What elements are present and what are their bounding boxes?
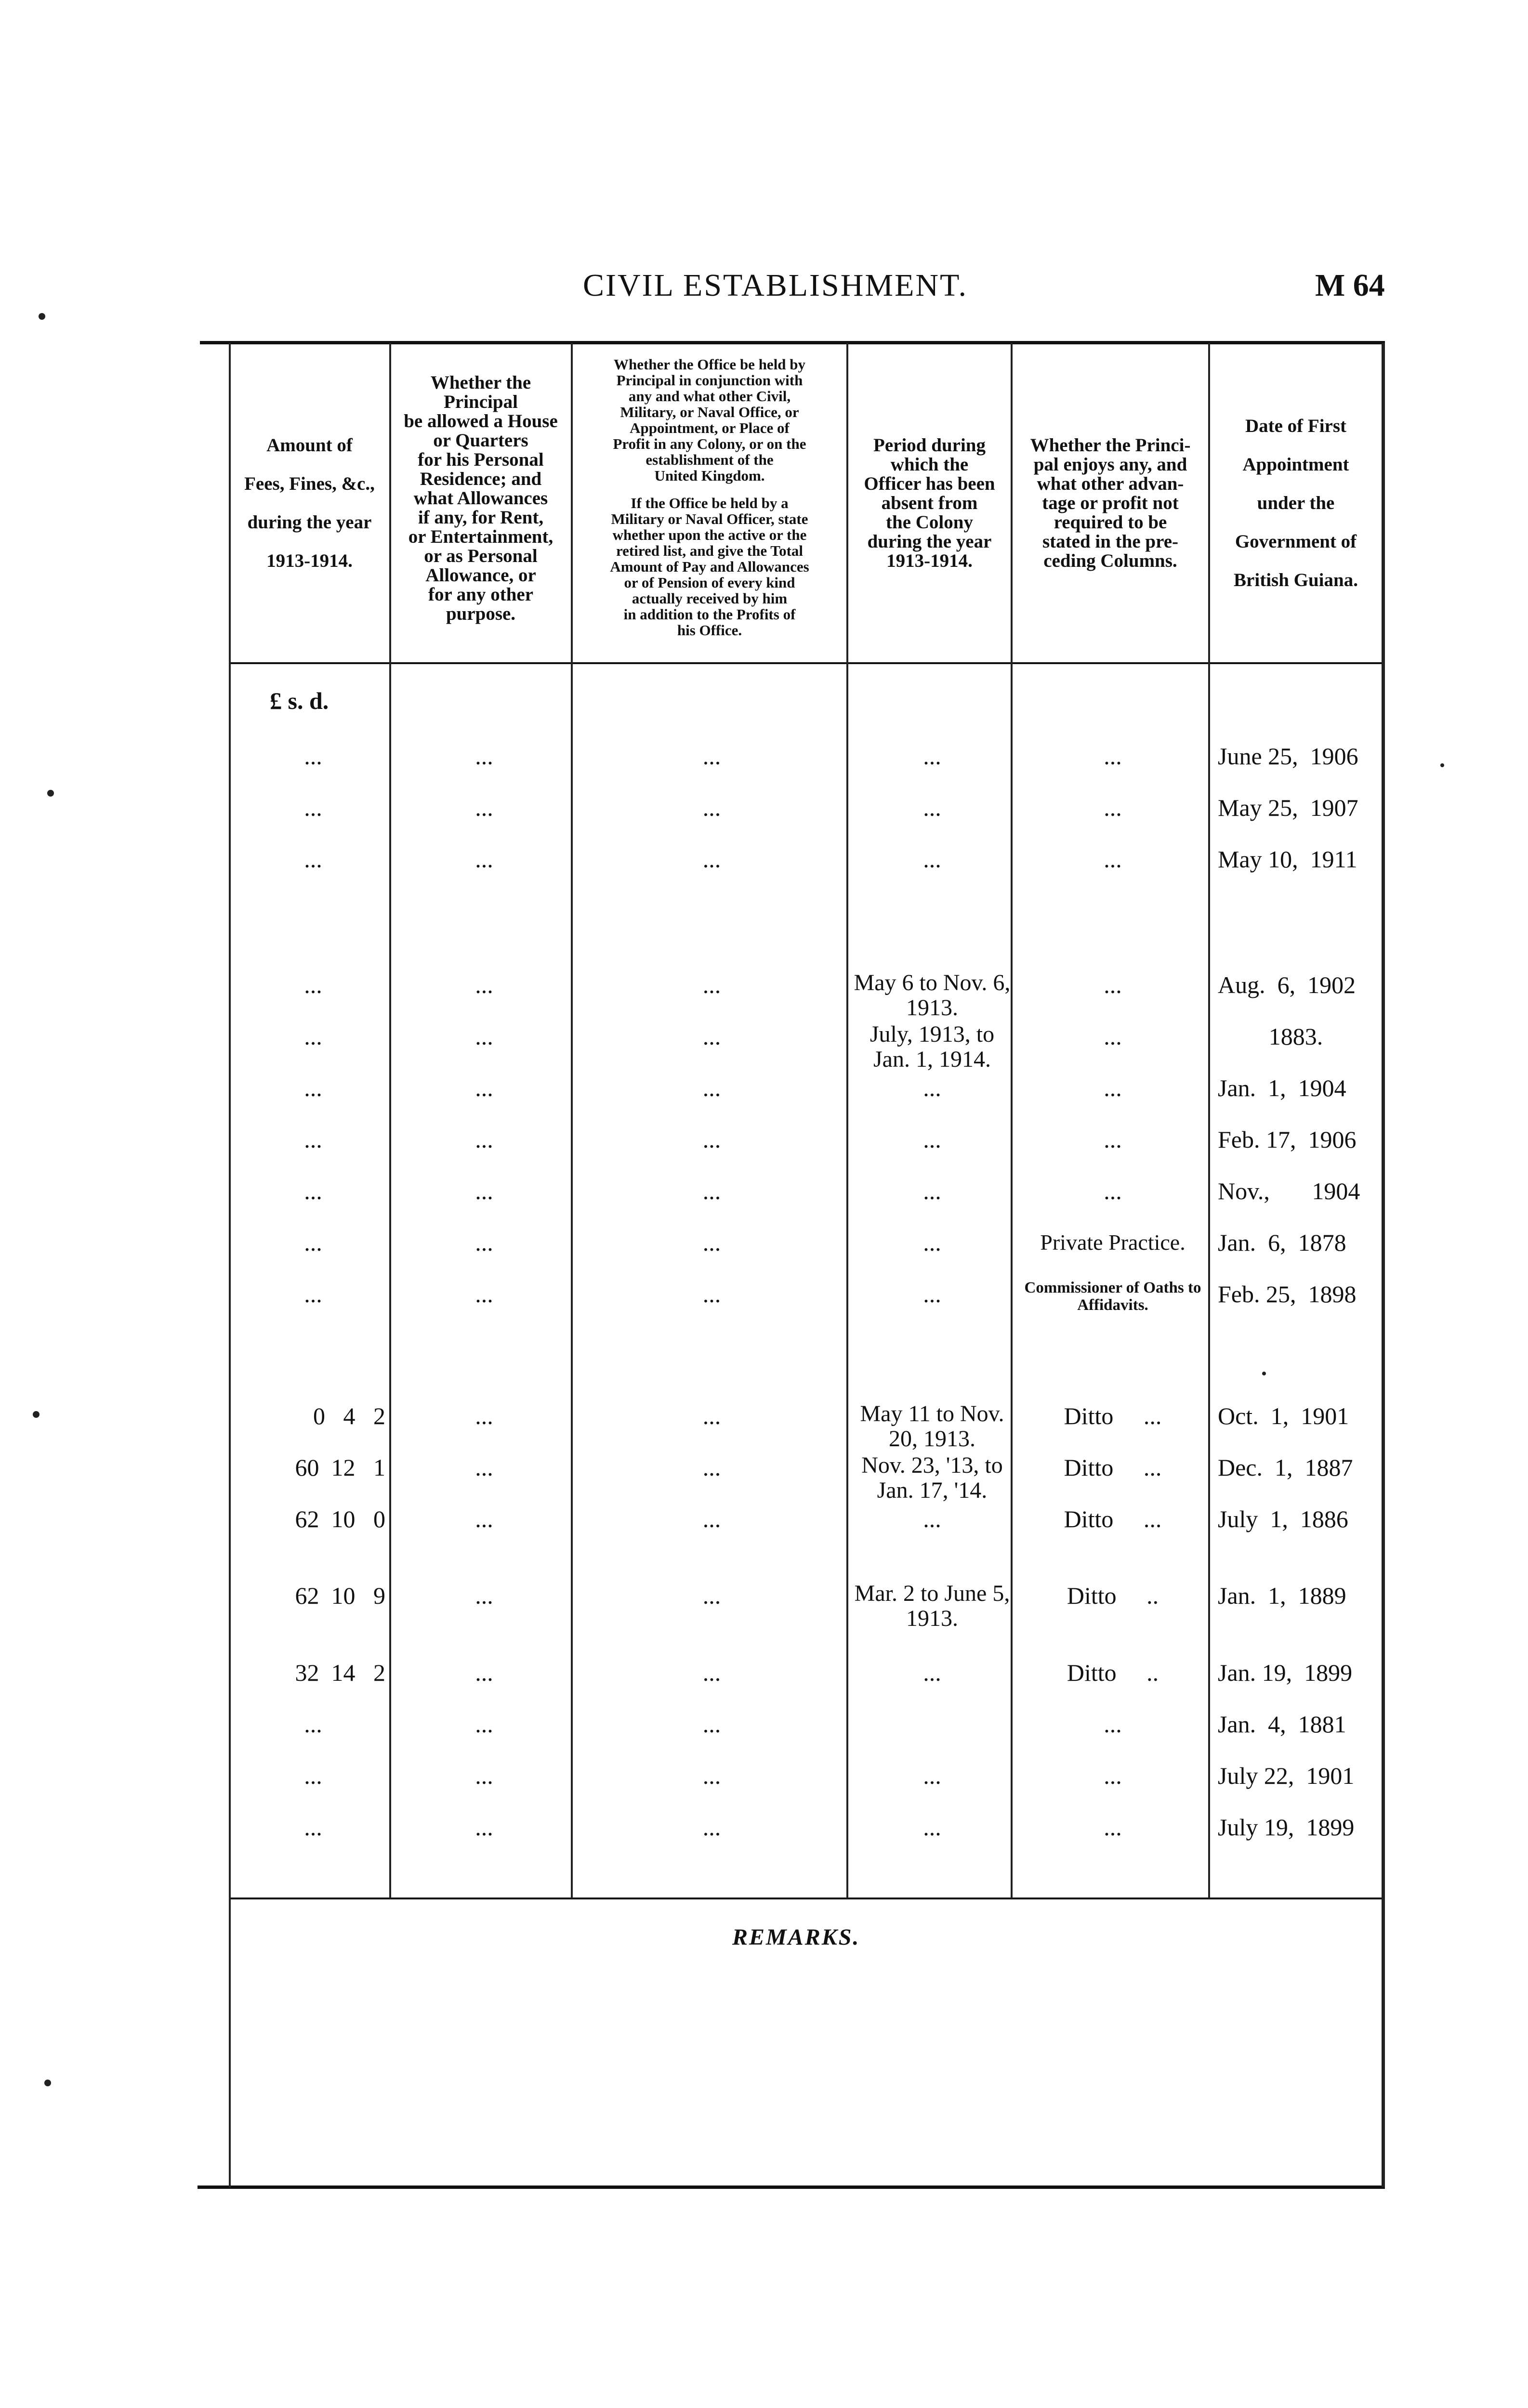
row-advantage: ... bbox=[1104, 1023, 1122, 1050]
row-advantage: ... bbox=[1104, 794, 1122, 821]
row-residence: ... bbox=[475, 1023, 493, 1050]
column-rule-left bbox=[229, 343, 231, 2187]
row-period: ... bbox=[923, 794, 941, 821]
row-office: ... bbox=[702, 1505, 721, 1532]
row-period: July, 1913, to Jan. 1, 1914. bbox=[869, 1021, 995, 1072]
row-period: ... bbox=[923, 1659, 941, 1686]
row-advantage: ... bbox=[1104, 1762, 1122, 1789]
row-date: May 10, 1911 bbox=[1218, 846, 1357, 873]
column-rule-right bbox=[1382, 343, 1385, 2187]
row-residence: ... bbox=[475, 1711, 493, 1738]
row-office: ... bbox=[702, 1402, 721, 1429]
row-period: ... bbox=[923, 1762, 941, 1789]
row-date: Jan. 19, 1899 bbox=[1218, 1659, 1353, 1686]
row-office: ... bbox=[702, 1229, 721, 1256]
row-fees: ... bbox=[304, 846, 322, 873]
row-fees: ... bbox=[304, 971, 322, 998]
row-office: ... bbox=[702, 846, 721, 873]
row-office: ... bbox=[702, 1711, 721, 1738]
row-office: ... bbox=[702, 1762, 721, 1789]
row-residence: ... bbox=[475, 1402, 493, 1429]
row-fees: ... bbox=[304, 1762, 322, 1789]
row-residence: ... bbox=[475, 1454, 493, 1481]
remarks-heading: REMARKS. bbox=[732, 1924, 860, 1950]
header-fees: Amount of Fees, Fines, &c., during the year 1913-1914. bbox=[244, 435, 375, 571]
row-period: May 6 to Nov. 6, 1913. bbox=[854, 970, 1011, 1021]
row-advantage: Ditto .. bbox=[1067, 1659, 1159, 1686]
row-fees: ... bbox=[304, 1023, 322, 1050]
row-office: ... bbox=[702, 1074, 721, 1101]
row-date: June 25, 1906 bbox=[1218, 743, 1358, 770]
row-fees: 32 14 2 bbox=[295, 1659, 385, 1686]
header-residence: Whether the Principal be allowed a House or Quarters for his Personal Residence; and what Allowances if any, for Rent, or Entertainment, or as Personal Allowance, or for any other purpose. bbox=[404, 372, 558, 624]
row-office: ... bbox=[702, 1454, 721, 1481]
row-office: ... bbox=[702, 1023, 721, 1050]
scan-mark bbox=[47, 790, 54, 797]
row-advantage: ... bbox=[1104, 1814, 1122, 1841]
row-office: ... bbox=[702, 1178, 721, 1204]
row-office: ... bbox=[702, 971, 721, 998]
row-residence: ... bbox=[475, 794, 493, 821]
row-office: ... bbox=[702, 1582, 721, 1609]
row-period: May 11 to Nov. 20, 1913. bbox=[860, 1401, 1004, 1452]
row-period: ... bbox=[923, 1281, 941, 1308]
row-residence: ... bbox=[475, 1582, 493, 1609]
row-residence: ... bbox=[475, 1762, 493, 1789]
scan-mark bbox=[39, 313, 45, 320]
table-bottom-rule bbox=[229, 1898, 1385, 1899]
scan-mark bbox=[44, 2080, 51, 2086]
table-top-rule bbox=[200, 341, 1385, 344]
row-advantage: Ditto ... bbox=[1064, 1454, 1162, 1481]
row-date: Oct. 1, 1901 bbox=[1218, 1402, 1349, 1429]
row-date: Feb. 17, 1906 bbox=[1218, 1126, 1357, 1153]
row-date: Jan. 4, 1881 bbox=[1218, 1711, 1346, 1738]
row-advantage: ... bbox=[1104, 846, 1122, 873]
row-fees: 62 10 0 bbox=[295, 1505, 385, 1532]
row-date: July 1, 1886 bbox=[1218, 1505, 1348, 1532]
row-residence: ... bbox=[475, 1126, 493, 1153]
row-date: Dec. 1, 1887 bbox=[1218, 1454, 1353, 1481]
row-residence: ... bbox=[475, 743, 493, 770]
row-residence: ... bbox=[475, 1505, 493, 1532]
header-period: Period during which the Officer has been absent from the Colony during the year 1913-1914. bbox=[864, 435, 995, 571]
row-advantage: Ditto .. bbox=[1067, 1582, 1159, 1609]
row-date: Feb. 25, 1898 bbox=[1218, 1281, 1357, 1308]
row-period: ... bbox=[923, 1178, 941, 1204]
row-office: ... bbox=[702, 1659, 721, 1686]
currency-units: £ s. d. bbox=[270, 687, 329, 714]
row-advantage: Ditto ... bbox=[1064, 1402, 1162, 1429]
row-fees: 62 10 9 bbox=[295, 1582, 385, 1609]
row-date: May 25, 1907 bbox=[1218, 794, 1358, 821]
row-advantage: ... bbox=[1104, 971, 1122, 998]
row-advantage: ... bbox=[1104, 1711, 1122, 1738]
row-fees: ... bbox=[304, 1711, 322, 1738]
row-date: Aug. 6, 1902 bbox=[1218, 971, 1356, 998]
row-office: ... bbox=[702, 743, 721, 770]
row-residence: ... bbox=[475, 1659, 493, 1686]
row-fees: 60 12 1 bbox=[295, 1454, 385, 1481]
header-advantage: Whether the Princi- pal enjoys any, and what other advan- tage or profit not required to be stated in the pre- ceding Columns. bbox=[1030, 435, 1191, 571]
row-date: Jan. 6, 1878 bbox=[1218, 1229, 1346, 1256]
row-date: Jan. 1, 1889 bbox=[1218, 1582, 1346, 1609]
row-period: Mar. 2 to June 5, 1913. bbox=[854, 1581, 1010, 1631]
header-appointment: Date of First Appointment under the Government of British Guiana. bbox=[1234, 416, 1358, 590]
row-advantage: Ditto ... bbox=[1064, 1505, 1162, 1532]
row-date: July 22, 1901 bbox=[1218, 1762, 1355, 1789]
row-office: ... bbox=[702, 1126, 721, 1153]
row-office: ... bbox=[702, 1281, 721, 1308]
row-office: ... bbox=[702, 794, 721, 821]
row-fees: ... bbox=[304, 1178, 322, 1204]
row-period: ... bbox=[923, 846, 941, 873]
row-period: Nov. 23, '13, to Jan. 17, '14. bbox=[861, 1453, 1003, 1503]
row-fees: 0 4 2 bbox=[313, 1402, 385, 1429]
scan-mark bbox=[33, 1411, 40, 1418]
row-residence: ... bbox=[475, 846, 493, 873]
row-fees: ... bbox=[304, 1814, 322, 1841]
row-period: ... bbox=[923, 1814, 941, 1841]
row-date: Nov., 1904 bbox=[1218, 1178, 1360, 1204]
row-office: ... bbox=[702, 1814, 721, 1841]
page-bottom-rule bbox=[198, 2186, 1385, 2189]
scan-mark bbox=[1440, 763, 1444, 767]
row-period: ... bbox=[923, 1505, 941, 1532]
row-advantage: ... bbox=[1104, 743, 1122, 770]
row-residence: ... bbox=[475, 971, 493, 998]
header-bottom-rule bbox=[229, 662, 1385, 664]
row-period: ... bbox=[923, 1126, 941, 1153]
row-period: ... bbox=[923, 743, 941, 770]
row-fees: ... bbox=[304, 1281, 322, 1308]
row-residence: ... bbox=[475, 1074, 493, 1101]
row-fees: ... bbox=[304, 1074, 322, 1101]
row-residence: ... bbox=[475, 1814, 493, 1841]
row-advantage: Commissioner of Oaths to Affidavits. bbox=[1024, 1279, 1201, 1314]
row-fees: ... bbox=[304, 1126, 322, 1153]
row-advantage: Private Practice. bbox=[1040, 1230, 1186, 1255]
scan-mark bbox=[1262, 1372, 1266, 1375]
row-advantage: ... bbox=[1104, 1178, 1122, 1204]
row-fees: ... bbox=[304, 743, 322, 770]
row-date: Jan. 1, 1904 bbox=[1218, 1074, 1346, 1101]
page-number: M 64 bbox=[1315, 268, 1385, 303]
row-fees: ... bbox=[304, 794, 322, 821]
row-date: 1883. bbox=[1268, 1023, 1323, 1050]
row-residence: ... bbox=[475, 1281, 493, 1308]
row-advantage: ... bbox=[1104, 1126, 1122, 1153]
row-date: July 19, 1899 bbox=[1218, 1814, 1355, 1841]
row-residence: ... bbox=[475, 1229, 493, 1256]
header-office: Whether the Office be held by Principal in conjunction with any and what other Civil, Military, or Naval Office, or Appointment, or Place of Profit in any Colony, or on the establishment of the United Kingdom. If the Office be held by a Military or Naval Officer, state whether upon the active or the retired list, and give the Total Amount of Pay and Allowances or of Pension of every kind actually received by him in addition to the Profits of his Office. bbox=[610, 356, 809, 639]
row-fees: ... bbox=[304, 1229, 322, 1256]
row-residence: ... bbox=[475, 1178, 493, 1204]
page-title: CIVIL ESTABLISHMENT. bbox=[583, 268, 968, 303]
row-advantage: ... bbox=[1104, 1074, 1122, 1101]
row-period: ... bbox=[923, 1229, 941, 1256]
row-period: ... bbox=[923, 1074, 941, 1101]
